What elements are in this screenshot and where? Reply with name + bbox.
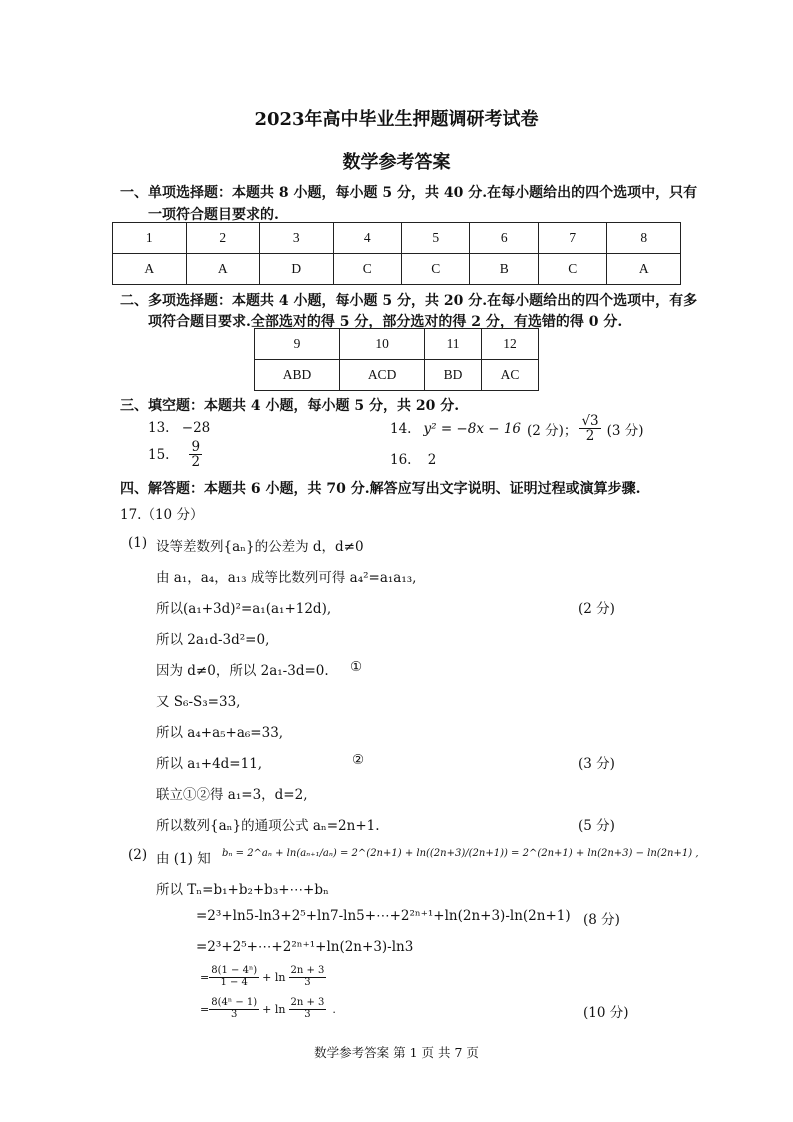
table-cell: 8 <box>607 223 681 254</box>
table-row <box>255 360 539 391</box>
section1-heading-line2: 一项符合题目要求的. <box>148 207 279 223</box>
q14-label: 14. <box>390 420 412 437</box>
q13 <box>148 420 210 436</box>
table-cell: B <box>470 254 538 285</box>
q14-frac-den: 2 <box>585 428 595 445</box>
table-cell: AC <box>482 360 539 391</box>
plus-ln: + ln <box>262 1002 286 1016</box>
q15 <box>148 440 202 469</box>
score-8: (8 分) <box>583 912 620 928</box>
table-cell: 12 <box>482 329 539 360</box>
fraction-numerator: 8(4ⁿ − 1) <box>211 997 258 1008</box>
table-cell: 4 <box>333 223 401 254</box>
geometric-sum-fraction <box>209 998 259 1020</box>
table-cell: D <box>260 254 334 285</box>
fraction-denominator: 1 − 4 <box>220 976 248 988</box>
table-cell: 6 <box>470 223 538 254</box>
section1-heading-line1: 一、单项选择题：本题共 8 小题，每小题 5 分，共 40 分.在每小题给出的四个选项中，只有 <box>120 185 698 201</box>
part2-line1-prefix: 由 (1) 知 <box>156 851 211 867</box>
solution-line-9: 联立①②得 a₁=3，d=2, <box>156 787 308 803</box>
table-cell: ABD <box>255 360 340 391</box>
solution-line-2: 由 a₁，a₄，a₁₃ 成等比数列可得 a₄²=a₁a₁₃, <box>156 570 417 586</box>
q13-answer: −28 <box>181 420 211 436</box>
solution-line-1: 设等差数列{aₙ}的公差为 d，d≠0 <box>156 539 364 555</box>
q13-label: 13. <box>148 420 170 436</box>
circle-marker-2: ② <box>352 752 365 768</box>
part2-line5 <box>200 966 326 988</box>
solution-line-6: 又 S₆-S₃=33, <box>156 694 241 710</box>
solution-line-5: 因为 d≠0，所以 2a₁-3d=0. <box>156 663 329 679</box>
table-cell: A <box>186 254 260 285</box>
q15-frac-num: 9 <box>191 439 201 455</box>
q14-frac-num: √3 <box>581 413 599 429</box>
fraction-numerator: 2n + 3 <box>290 965 325 976</box>
section3-heading: 三、填空题：本题共 4 小题，每小题 5 分，共 20 分. <box>120 398 460 414</box>
part2-line2: 所以 Tₙ=b₁+b₂+b₃+⋯+bₙ <box>156 882 329 898</box>
q16 <box>390 452 436 468</box>
section4-heading: 四、解答题：本题共 6 小题，共 70 分.解答应写出文字说明、证明过程或演算步骤. <box>120 481 641 497</box>
q16-answer: 2 <box>427 452 437 468</box>
table-cell: 5 <box>401 223 469 254</box>
table-cell: 2 <box>186 223 260 254</box>
q14-score2: (3 分) <box>606 422 644 439</box>
score-10: (10 分) <box>583 1005 629 1021</box>
q15-label: 15. <box>148 446 170 463</box>
score-3: (3 分) <box>578 756 615 772</box>
fraction-numerator: 8(1 − 4ⁿ) <box>211 965 258 976</box>
q17-header: 17.（10 分） <box>120 507 204 523</box>
circle-marker-1: ① <box>350 659 363 675</box>
geometric-sum-fraction <box>209 966 259 988</box>
q15-fraction <box>189 440 202 469</box>
score-5: (5 分) <box>578 818 615 834</box>
table-cell: C <box>401 254 469 285</box>
table-cell: BD <box>425 360 482 391</box>
solution-line-10: 所以数列{aₙ}的通项公式 aₙ=2n+1. <box>156 818 380 834</box>
document-title: 2023年高中毕业生押题调研考试卷 <box>254 109 539 130</box>
table-cell: 9 <box>255 329 340 360</box>
table-cell: A <box>113 254 187 285</box>
log-fraction <box>289 966 327 988</box>
part2-label: (2) <box>128 847 148 863</box>
fraction-denominator: 3 <box>304 1008 311 1020</box>
table-cell: 1 <box>113 223 187 254</box>
solution-line-4: 所以 2a₁d-3d²=0, <box>156 632 270 648</box>
table-cell: ACD <box>340 360 425 391</box>
fraction-numerator: 2n + 3 <box>290 997 325 1008</box>
table-cell: C <box>538 254 606 285</box>
equals-sign: = <box>200 970 210 984</box>
score-2: (2 分) <box>578 601 615 617</box>
solution-line-3: 所以(a₁+3d)²=a₁(a₁+12d), <box>156 601 332 617</box>
log-fraction <box>289 998 327 1020</box>
document-subtitle: 数学参考答案 <box>342 152 451 173</box>
table-cell: 10 <box>340 329 425 360</box>
part2-line1-math: bₙ = 2^aₙ + ln(aₙ₊₁/aₙ) = 2^(2n+1) + ln((2n+3)/(2n+1)) = 2^(2n+1) + ln(2n+3) − ln(2n+1) , <box>222 848 699 859</box>
table-cell: 3 <box>260 223 334 254</box>
table-cell: 11 <box>425 329 482 360</box>
section2-heading-line1: 二、多项选择题：本题共 4 小题，每小题 5 分，共 20 分.在每小题给出的四个选项中，有多 <box>120 293 698 309</box>
solution-line-8: 所以 a₁+4d=11, <box>156 756 263 772</box>
table-cell: C <box>333 254 401 285</box>
section2-heading-line2: 项符合题目要求.全部选对的得 5 分，部分选对的得 2 分，有选错的得 0 分. <box>148 314 623 330</box>
page-footer: 数学参考答案 第 1 页 共 7 页 <box>314 1045 479 1060</box>
q14-answer: y² = −8x − 16 <box>423 420 522 437</box>
part2-line3: =2³+ln5-ln3+2⁵+ln7-ln5+⋯+2²ⁿ⁺¹+ln(2n+3)-ln(2n+1) <box>196 908 571 924</box>
q14-fraction <box>579 414 600 443</box>
q15-frac-den: 2 <box>191 454 201 471</box>
table-cell: A <box>607 254 681 285</box>
part1-label: (1) <box>128 535 148 551</box>
table-cell: 7 <box>538 223 606 254</box>
table-row <box>113 223 681 254</box>
q14-score1: (2 分)； <box>527 422 578 439</box>
part2-line6 <box>200 998 336 1020</box>
section2-answer-table <box>254 328 539 391</box>
table-row <box>255 329 539 360</box>
solution-line-7: 所以 a₄+a₅+a₆=33, <box>156 725 284 741</box>
equals-sign: = <box>200 1002 210 1016</box>
part2-line4: =2³+2⁵+⋯+2²ⁿ⁺¹+ln(2n+3)-ln3 <box>196 939 414 955</box>
period: . <box>332 1002 336 1016</box>
q16-label: 16. <box>390 452 412 468</box>
fraction-denominator: 3 <box>304 976 311 988</box>
section1-answer-table <box>112 222 681 285</box>
plus-ln: + ln <box>262 970 286 984</box>
fraction-denominator: 3 <box>231 1008 238 1020</box>
q14 <box>390 414 644 443</box>
table-row <box>113 254 681 285</box>
